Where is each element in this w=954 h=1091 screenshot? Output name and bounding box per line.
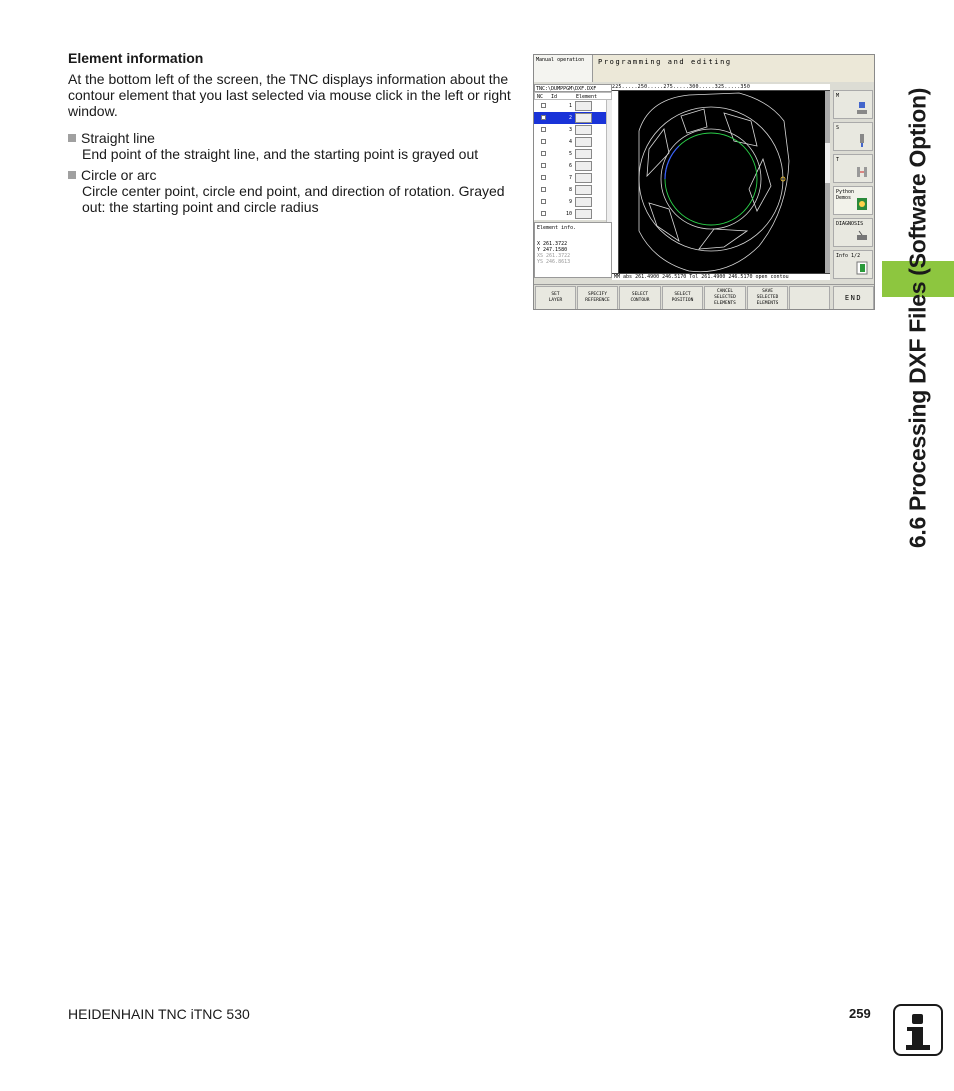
element-id: 10 — [565, 211, 572, 217]
contour-canvas[interactable] — [619, 91, 825, 273]
bullet-description: Circle center point, circle end point, and direction of rotation. Grayed out: the starting point and circle radius — [82, 183, 505, 215]
chapter-label: 6.6 Processing DXF Files (Software Option) — [904, 87, 931, 549]
col-id: Id — [551, 94, 558, 100]
element-line-icon — [575, 209, 592, 219]
status-line: MM abs 261.4900 246.5170 Tol 261.4900 246.5170 open contou — [612, 273, 830, 280]
list-header — [534, 92, 612, 100]
canvas-scrollbar[interactable] — [825, 91, 830, 273]
element-row[interactable] — [534, 124, 606, 136]
element-id: 9 — [568, 199, 572, 205]
element-checkbox[interactable] — [541, 127, 546, 132]
spindle-icon — [856, 133, 868, 147]
mode-left[interactable]: Manual operation — [534, 55, 593, 82]
element-checkbox[interactable] — [541, 139, 546, 144]
vsoft-python-demos[interactable]: Python Demos — [833, 186, 873, 215]
element-id: 6 — [568, 163, 572, 169]
col-element: Element — [576, 94, 598, 100]
element-checkbox[interactable] — [541, 199, 546, 204]
element-row[interactable] — [534, 208, 606, 220]
element-line-icon — [575, 113, 592, 123]
element-row[interactable] — [534, 184, 606, 196]
info-icon — [856, 261, 868, 275]
info-title: Element info. — [537, 225, 577, 231]
element-line-icon — [575, 125, 592, 135]
element-checkbox[interactable] — [541, 187, 546, 192]
bullet-label: Circle or arc — [81, 167, 157, 183]
element-id: 5 — [568, 151, 572, 157]
footer-manual-name: HEIDENHAIN TNC iTNC 530 — [68, 1006, 250, 1022]
mode-right[interactable]: Programming and editing — [593, 55, 875, 82]
element-id: 2 — [568, 115, 572, 121]
element-line-icon — [575, 197, 592, 207]
python-icon — [856, 197, 868, 211]
section-title: Element information — [68, 50, 204, 66]
intro-paragraph: At the bottom left of the screen, the TNC displays information about the contour element that you last selected via mouse click in the left or right window. — [68, 71, 511, 119]
element-line-icon — [575, 185, 592, 195]
tnc-screenshot — [533, 54, 875, 310]
element-row[interactable] — [534, 136, 606, 148]
bullet-circle-arc — [68, 167, 518, 215]
tool-icon — [856, 165, 868, 179]
element-checkbox[interactable] — [541, 211, 546, 216]
vsoft-diagnosis[interactable]: DIAGNOSIS — [833, 218, 873, 247]
ruler-top: 225.....250.....275.....300.....325.....350 — [612, 84, 830, 91]
element-checkbox[interactable] — [541, 103, 546, 108]
bullet-straight-line — [68, 130, 518, 162]
element-row[interactable] — [534, 160, 606, 172]
col-nc: NC — [537, 94, 544, 100]
element-row[interactable] — [534, 196, 606, 208]
vsoft-machine[interactable]: M — [833, 90, 873, 119]
info-x: X 261.3722 — [537, 241, 568, 247]
softkey-specify-reference[interactable]: SPECIFY REFERENCE — [577, 286, 618, 310]
element-id: 8 — [568, 187, 572, 193]
element-checkbox[interactable] — [541, 175, 546, 180]
footer-page-number: 259 — [849, 1006, 871, 1021]
element-line-icon — [575, 149, 592, 159]
pocket-2 — [749, 159, 771, 211]
pocket-3 — [699, 229, 747, 249]
scroll-thumb[interactable] — [825, 143, 830, 183]
diagnosis-icon — [856, 229, 868, 243]
element-row[interactable] — [534, 112, 606, 124]
element-info-panel — [534, 222, 612, 278]
info-ys: YS 246.8613 — [537, 259, 571, 265]
chapter-side-title — [882, 38, 954, 598]
bullet-description: End point of the straight line, and the starting point is grayed out — [82, 146, 479, 162]
softkey-select-contour[interactable]: SELECT CONTOUR — [619, 286, 661, 310]
contour-drawing — [619, 91, 825, 273]
info-icon — [893, 1004, 943, 1056]
element-checkbox[interactable] — [541, 151, 546, 156]
element-line-icon — [575, 137, 592, 147]
softkey-end[interactable]: END — [833, 286, 874, 310]
softkey-cancel-selected[interactable]: CANCEL SELECTED ELEMENTS — [704, 286, 746, 310]
vertical-softkeys — [831, 82, 875, 284]
ruler-side — [612, 91, 619, 273]
vsoft-tool[interactable]: T — [833, 154, 873, 183]
element-line-icon — [575, 101, 592, 111]
element-line-icon — [575, 173, 592, 183]
softkey-save-selected[interactable]: SAVE SELECTED ELEMENTS — [747, 286, 788, 310]
element-id: 3 — [568, 127, 572, 133]
horizontal-softkeys — [534, 284, 875, 310]
element-row[interactable] — [534, 100, 606, 112]
selected-arc — [665, 146, 679, 179]
vsoft-info[interactable]: Info 1/2 — [833, 250, 873, 279]
element-line-icon — [575, 161, 592, 171]
file-path: TNC:\DUMPPGM\DXF.DXF — [534, 84, 612, 92]
element-id: 4 — [568, 139, 572, 145]
pocket-1 — [724, 113, 757, 146]
softkey-select-position[interactable]: SELECT POSITION — [662, 286, 703, 310]
element-row[interactable] — [534, 148, 606, 160]
element-row[interactable] — [534, 172, 606, 184]
softkey-empty[interactable] — [789, 286, 830, 310]
bullet-marker — [68, 134, 76, 142]
softkey-set-layer[interactable]: SET LAYER — [535, 286, 576, 310]
info-xs: XS 261.3722 — [537, 253, 571, 259]
vsoft-spindle[interactable]: S — [833, 122, 873, 151]
machine-icon — [856, 101, 868, 115]
bullet-label: Straight line — [81, 130, 155, 146]
element-id: 7 — [568, 175, 572, 181]
bullet-marker — [68, 171, 76, 179]
element-checkbox[interactable] — [541, 163, 546, 168]
element-checkbox[interactable] — [541, 115, 546, 120]
info-y: Y 247.1580 — [537, 247, 568, 253]
element-id: 1 — [568, 103, 572, 109]
